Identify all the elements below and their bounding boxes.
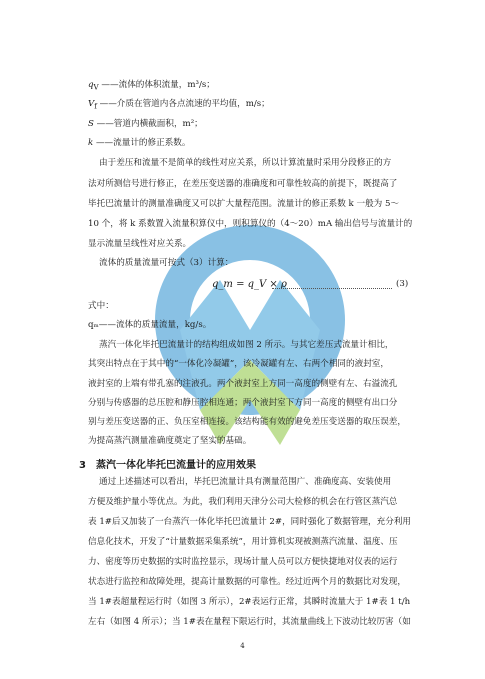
def-vf: $V_f$ ——介质在管道内各点流速的平均值，m/s； (88, 99, 270, 111)
section-heading (79, 456, 256, 471)
def-k: k ——流量计的修正系数。 (88, 138, 191, 148)
page-number: 4 (240, 642, 245, 650)
text-line: 显示流量呈线性对应关系。 (88, 239, 192, 249)
text-line: 液封室的上端有带孔塞的注液孔。两个液封室上方同一高度的侧壁有左、右溢流孔 (88, 379, 398, 389)
text-line: 当 1#表超量程运行时（如图 3 所示），2#表运行正常，其瞬时流量大于 1#表 1 t/h (88, 597, 411, 607)
text-line: 通过上述描述可以看出，毕托巴流量计具有测量范围广、准确度高、安装使用 (99, 477, 392, 487)
text-line: 蒸汽一体化毕托巴流量计的结构组成如图 2 所示。与其它差压式流量计相比， (99, 340, 394, 350)
def-qm: qₘ——流体的质量流量，kg/s。 (88, 320, 212, 330)
text-line: 为提高蒸汽测量准确度奠定了坚实的基础。 (88, 436, 252, 446)
text-line: 10 个，将 k 系数置入流量积算仪中，则积算仪的（4～20）mA 输出信号与流量计的 (88, 219, 413, 229)
def-s: S ——管道内横截面积，m²； (88, 119, 203, 129)
text-line: 别与差压变送器的正、负压室相连接。该结构能有效的避免差压变送器的取压误差， (88, 417, 406, 427)
section-title: 蒸汽一体化毕托巴流量计的应用效果 (95, 460, 256, 471)
formula-3: q_m = q_V × ρ (212, 279, 287, 290)
formula-number: (3) (396, 279, 409, 289)
text-line: 表 1#后又加装了一台蒸汽一体化毕托巴流量计 2#，同时强化了数据管理，充分利用 (88, 517, 411, 527)
formula-leader-dots (272, 281, 392, 289)
text-line: 信息化技术，开发了“计量数据采集系统”，用计算机实现被测蒸汽流量、温度、压 (88, 537, 398, 547)
text-line: 分别与传感器的总压腔和静压腔相连通；两个液封室下方同一高度的侧壁有出口分 (88, 398, 398, 408)
section-number: 3 (79, 460, 86, 471)
watermark-logo (150, 220, 350, 450)
def-qv: $q_V$ ——流体的体积流量，m³/s； (88, 80, 215, 92)
text-line: 法对所测信号进行修正，在差压变送器的准确度和可靠性较高的前提下，既提高了 (88, 179, 398, 189)
text-line: 左右（如图 4 所示）；当 1#表在量程下限运行时，其流量曲线上下波动比较厉害（如 (88, 617, 411, 627)
text-line: 力、密度等历史数据的实时监控显示，现场计量人员可以方便快捷地对仪表的运行 (88, 557, 398, 567)
text-line: 由于差压和流量不是简单的线性对应关系，所以计算流量时采用分段修正的方 (99, 158, 392, 168)
text-line: 状态进行监控和故障处理，提高计量数据的可靠性。经过近两个月的数据比对发现， (88, 577, 406, 587)
text-line: 其突出特点在于其中的“一体化冷凝罐”，该冷凝罐有左、右两个相同的液封室， (88, 359, 389, 369)
where-label: 式中： (88, 301, 114, 311)
text-line: 方便及维护量小等优点。为此，我们利用天津分公司大检修的机会在行管区蒸汽总 (88, 497, 398, 507)
mass-flow-intro: 流体的质量流量可按式（3）计算： (99, 258, 234, 268)
text-line: 毕托巴流量计的测量准确度又可以扩大量程范围。流量计的修正系数 k 一般为 5～ (88, 199, 400, 209)
